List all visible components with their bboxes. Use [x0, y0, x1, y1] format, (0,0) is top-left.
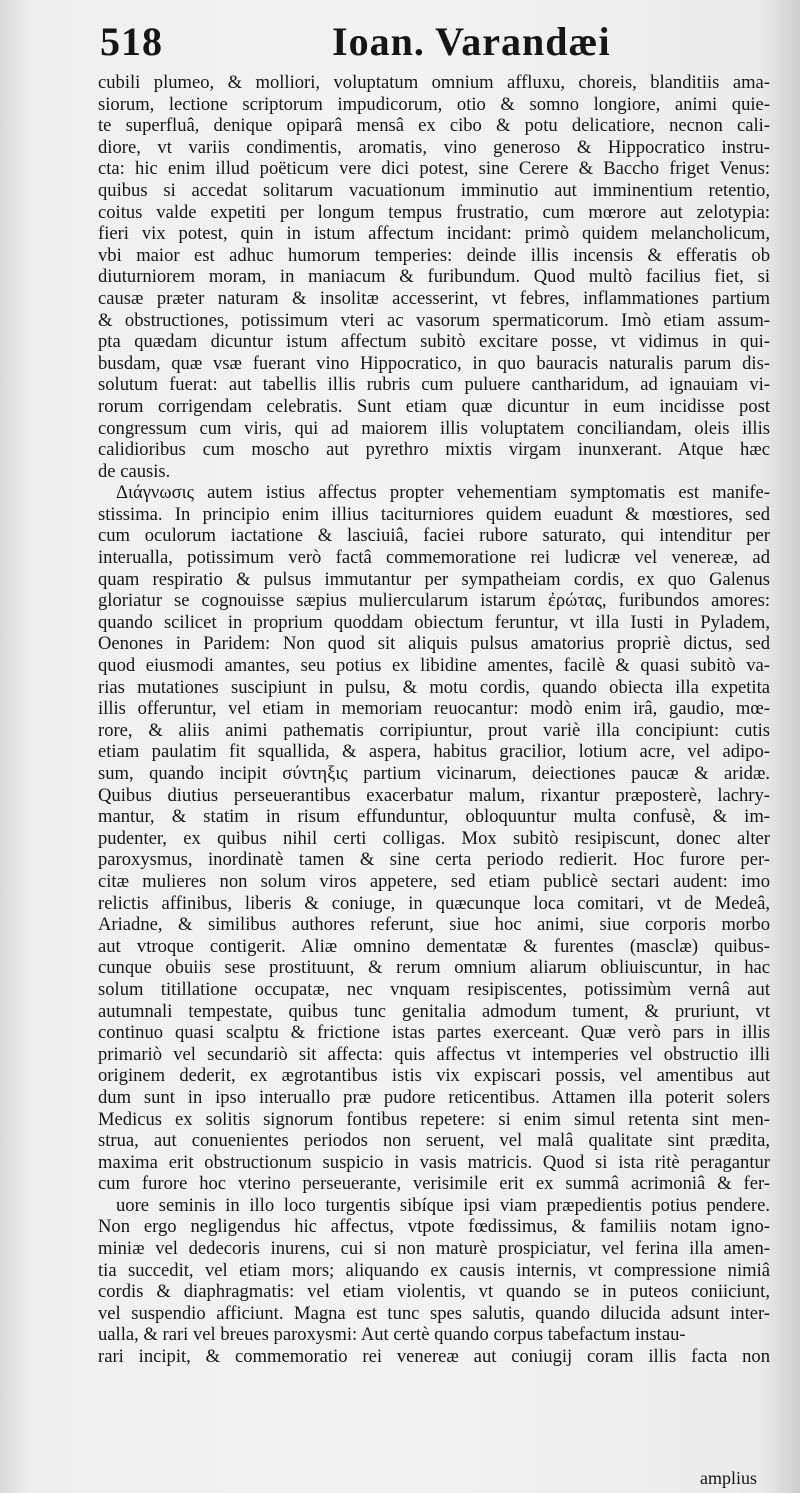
- text-line: de causis.: [98, 460, 171, 482]
- text-line: cum oculorum iactatione & lasciuiâ, faciei rubore saturato, qui intenditur per: [98, 525, 770, 547]
- text-line: stissima. In principio enim illius taciturniores quidem euadunt & mœstiores, sed: [98, 503, 770, 525]
- text-line: Quibus diutius perseuerantibus exacerbatur malum, rixantur præposterè, lachry-: [98, 784, 770, 806]
- text-line: dum sunt in ipso interuallo præ pudore reticentibus. Attamen illa poterit solers: [98, 1086, 770, 1108]
- text-line: sum, quando incipit σύντηξις partium vicinarum, deiectiones paucæ & aridæ.: [98, 763, 770, 784]
- text-line: diore, vt variis condimentis, aromatis, vino generoso & Hippocratico instru-: [98, 136, 770, 158]
- text-line: autumnali tempestate, quibus tunc genitalia admodum tument, & pruriunt, vt: [98, 1000, 770, 1022]
- text-line: primariò vel secundariò sit affecta: quis affectus vt intemperies vel obstructio illi: [98, 1043, 770, 1065]
- text-line: ualla, & rari vel breues paroxysmi: Aut certè quando corpus tabefactum instau-: [98, 1324, 686, 1346]
- text-line: quibus si accedat solitarum vacuationum imminutio aut imminentium retentio,: [98, 179, 770, 201]
- text-line: te superfluâ, denique opiparâ mensâ ex cibo & potu delicatiore, necnon cali-: [98, 115, 770, 137]
- text-line: etiam paulatim fit squallida, & aspera, habitus gracilior, lotium acre, vel adipo-: [98, 741, 770, 763]
- text-line: continuo quasi scalptu & frictione istas partes exerceant. Quæ verò pars in illis: [98, 1022, 770, 1044]
- text-line: diuturniorem moram, in maniacum & furibundum. Quod multò facilius fiet, si: [98, 266, 770, 288]
- text-line: quando scilicet in proprium quoddam obiectum feruntur, vt illa Iusti in Pyladem,: [98, 611, 770, 633]
- text-line: solutum fuerat: aut tabellis illis rubris cum puluere cantharidum, ad ignauiam vi-: [98, 374, 770, 396]
- text-line: miniæ vel dedecoris inurens, cui si non maturè prospiciatur, vel ferina illa amen-: [98, 1238, 770, 1260]
- text-line: pta quædam dicuntur istum affectum subitò excitare posse, vt vidimus in qui-: [98, 331, 770, 353]
- text-line: rore, & aliis animi pathematis corripiuntur, prout variè illa concipiunt: cutis: [98, 719, 770, 741]
- text-line: rari incipit, & commemoratio rei venereæ aut coniugij coram illis facta non: [98, 1346, 770, 1368]
- text-line: citæ mulieres non solum viros appetere, sed etiam publicè sectari audent: imo: [98, 870, 770, 892]
- text-line: rias mutationes suscipiunt in pulsu, & motu cordis, quando obiecta illa expetita: [98, 676, 770, 698]
- text-line: illis offeruntur, vel etiam in memoriam reuocantur: modò enim irâ, gaudio, mœ-: [98, 698, 770, 720]
- text-line: solum titillatione occupatæ, nec vnquam resipiscentes, potissimùm vernâ aut: [98, 978, 770, 1000]
- text-line: cunque obuiis sese prostituunt, & rerum omnium aliarum obliuiscuntur, in hac: [98, 957, 770, 979]
- text-line: Ariadne, & similibus authores referunt, siue hoc animi, siue corporis morbo: [98, 914, 770, 936]
- text-line: interualla, potissimum verò factâ commemoratione rei ludicræ vel venereæ, ad: [98, 547, 770, 569]
- text-line: busdam, quæ vsæ fuerant vino Hippocratico, in quo bauracis naturalis parum dis-: [98, 352, 770, 374]
- text-line: relictis affinibus, liberis & coniuge, in quæcunque loca comitari, vt de Medeâ,: [98, 892, 770, 914]
- text-line: pudenter, ex quibus nihil certi colligas. Mox subitò resipiscunt, donec alter: [98, 827, 770, 849]
- text-line: congressum cum viris, qui ad maiorem illis voluptatem conciliandam, oleis illis: [98, 417, 770, 439]
- text-line: quam respiratio & pulsus immutantur per sympatheiam cordis, ex quo Galenus: [98, 568, 770, 590]
- text-line: cordis & diaphragmatis: vel etiam violentis, vt quando se in puteos coniiciunt,: [98, 1281, 770, 1303]
- text-line: causæ præter naturam & insolitæ accesserint, vt febres, inflammationes partium: [98, 287, 770, 309]
- running-title: Ioan. Varandæi: [332, 19, 611, 64]
- catchword: amplius: [700, 1468, 757, 1488]
- text-line: siorum, lectione scriptorum impudicorum, otio & somno longiore, animi quie-: [98, 93, 770, 115]
- text-line: cta: hic enim illud poëticum vere dici potest, sine Cerere & Baccho friget Venus:: [98, 158, 770, 180]
- text-line: calidioribus cum moscho aut pyrethro mixtis virgam inunxerant. Atque hæc: [98, 439, 770, 461]
- text-line: cum furore hoc vterino perseuerante, verisimile erit ex summâ acrimoniâ & fer-: [98, 1173, 770, 1195]
- text-line: strua, aut conuenientes periodos non seruent, vel malâ qualitate sint prædita,: [98, 1130, 770, 1152]
- text-line: rorum corrigendam celebratis. Sunt etiam quæ dicuntur in eum incidisse post: [98, 395, 770, 417]
- text-line: gloriatur se cognouisse sæpius muliercularum istarum ἐρώτας, furibundos amores:: [98, 590, 770, 612]
- text-line: fieri vix potest, quin in istum affectum incidant: primò quidem melancholicum,: [98, 223, 770, 245]
- page-number: 518: [100, 19, 163, 64]
- text-line: tia succedit, vel etiam mors; aliquando ex causis internis, vt compressione nimiâ: [98, 1259, 770, 1281]
- text-line: uore seminis in illo loco turgentis sibíque ipsi viam præpedientis potius pendere.: [116, 1194, 770, 1216]
- text-line: & obstructiones, potissimum vteri ac vasorum spermaticorum. Imò etiam assum-: [98, 309, 770, 331]
- text-line: vel suspendio afficiunt. Magna est tunc spes salutis, quando dilucida adsunt inter-: [98, 1302, 770, 1324]
- page-header: [100, 16, 790, 66]
- text-line: originem dederit, ex ægrotantibus istis vix expiscari possis, vel amentibus aut: [98, 1065, 770, 1087]
- text-line: paroxysmus, inordinatè tamen & sine certa periodo redierit. Hoc furore per-: [98, 849, 770, 871]
- text-line: Διάγνωσις autem istius affectus propter vehementiam symptomatis est manife-: [116, 482, 770, 504]
- body-text: [98, 72, 770, 1368]
- text-line: vbi maior est adhuc humorum temperies: deinde illis incensis & efferatis ob: [98, 244, 770, 266]
- text-line: cubili plumeo, & molliori, voluptatum omnium affluxu, choreis, blanditiis ama-: [98, 72, 770, 93]
- text-line: Non ergo negligendus hic affectus, vtpote fœdissimus, & familiis notam igno-: [98, 1216, 770, 1238]
- text-line: Oenones in Paridem: Non quod sit aliquis pulsus amatorius propriè dictus, sed: [98, 633, 770, 655]
- text-line: aut vtroque contigerit. Aliæ omnino dementatæ & furentes (masclæ) quibus-: [98, 935, 770, 957]
- text-line: mantur, & statim in risum effunduntur, obloquuntur multa confusè, & im-: [98, 806, 770, 828]
- text-line: quod eiusmodi amantes, seu potius ex libidine amentes, facilè & quasi subitò va-: [98, 655, 770, 677]
- text-line: maxima erit obstructionum suspicio in vasis matricis. Quod si ista ritè peragantur: [98, 1151, 770, 1173]
- text-line: coitus valde expetiti per longum tempus frustratio, cum mœrore aut zelotypia:: [98, 201, 770, 223]
- text-line: Medicus ex solitis signorum fontibus repetere: si enim simul retenta sint men-: [98, 1108, 770, 1130]
